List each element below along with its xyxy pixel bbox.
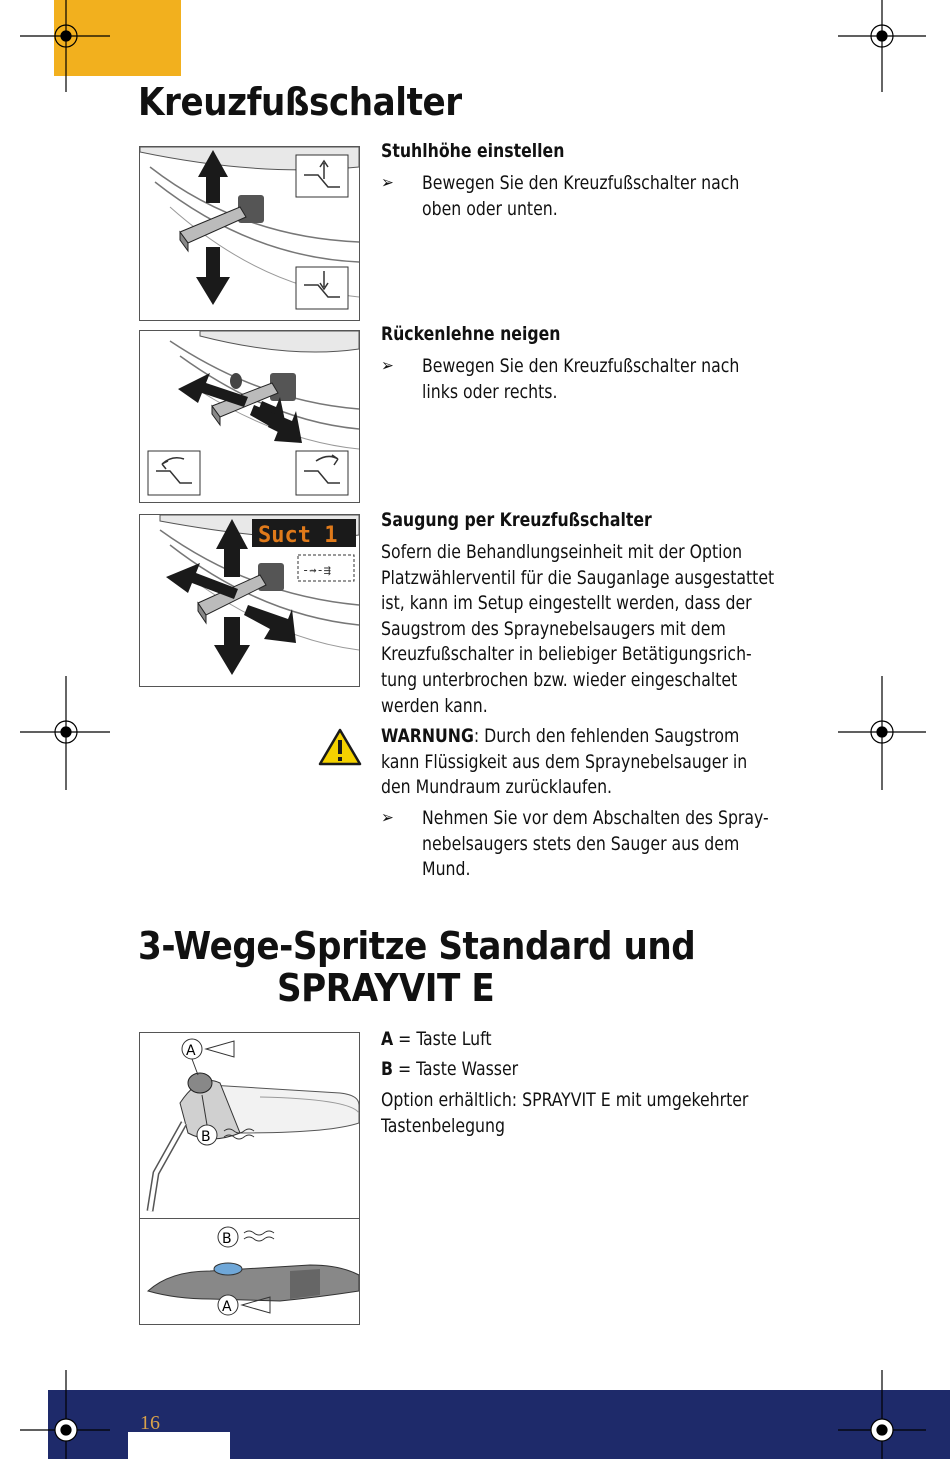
- warning-label: WARNUNG: [381, 725, 474, 747]
- figure-syringe-standard: [139, 1032, 360, 1219]
- heading-suction: Saugung per Kreuzfußschalter: [381, 509, 652, 531]
- figure-sprayvit-e: [139, 1218, 360, 1325]
- bullet-arrow-icon: ➢: [381, 173, 394, 193]
- warning-text: WARNUNG: Durch den fehlenden Saugstrom kann Flüssigkeit aus dem Spraynebelsauger in den Mundraum zurücklaufen.: [381, 725, 748, 799]
- page-number: 16: [140, 1412, 160, 1434]
- footer-registration-marks: [0, 1370, 950, 1459]
- section-title-line2: SPRAYVIT E: [277, 966, 495, 1010]
- label-a: A: [186, 1043, 196, 1059]
- heading-chair-height: Stuhlhöhe einstellen: [381, 140, 565, 162]
- bullet-arrow-icon: ➢: [381, 808, 394, 828]
- display-text: Suct 1: [258, 523, 338, 548]
- syringe-key-a: A = Taste Luft: [381, 1028, 492, 1050]
- heading-backrest: Rückenlehne neigen: [381, 323, 561, 345]
- section-title-line1: 3-Wege-Spritze Standard und: [138, 924, 696, 968]
- bullet-text-chair-height: Bewegen Sie den Kreuzfußschalter nach oben oder unten.: [422, 172, 740, 220]
- page-title: Kreuzfußschalter: [138, 80, 462, 124]
- sprayvit-e-illustration: [140, 1219, 359, 1324]
- label-b-sprayvit: B: [222, 1231, 232, 1247]
- syringe-key-b: B = Taste Wasser: [381, 1058, 519, 1080]
- label-a-sprayvit: A: [222, 1299, 232, 1315]
- three-way-syringe-illustration: [140, 1033, 359, 1218]
- figure-suction: [139, 514, 360, 687]
- bullet-text-suction: Nehmen Sie vor dem Abschalten des Spray- nebelsaugers stets den Sauger aus dem Mund.: [422, 807, 769, 881]
- warning-icon: [318, 728, 362, 766]
- paragraph-suction: Sofern die Behandlungseinheit mit der Option Platzwählerventil für die Sauganlage ausgestattet ist, kann im Setup eingestellt werden, dass der Saugstrom des Spraynebelsaugers mit dem Kreuzfußschalter in beliebiger Betätigungsrich- tung unterbrochen bzw. wieder eingeschaltet werden kann.: [381, 541, 775, 717]
- suction-symbol-icon: -⇝-⇶: [302, 563, 331, 577]
- bullet-text-backrest: Bewegen Sie den Kreuzfußschalter nach links oder rechts.: [422, 355, 740, 403]
- figure-backrest: [139, 330, 360, 503]
- label-b: B: [201, 1129, 211, 1145]
- bullet-arrow-icon: ➢: [381, 356, 394, 376]
- syringe-option: Option erhältlich: SPRAYVIT E mit umgekehrter Tastenbelegung: [381, 1089, 749, 1137]
- foot-switch-leftright-illustration: [140, 331, 359, 502]
- figure-chair-height: [139, 146, 360, 321]
- foot-switch-suction-illustration: [140, 515, 359, 686]
- foot-switch-updown-illustration: [140, 147, 359, 320]
